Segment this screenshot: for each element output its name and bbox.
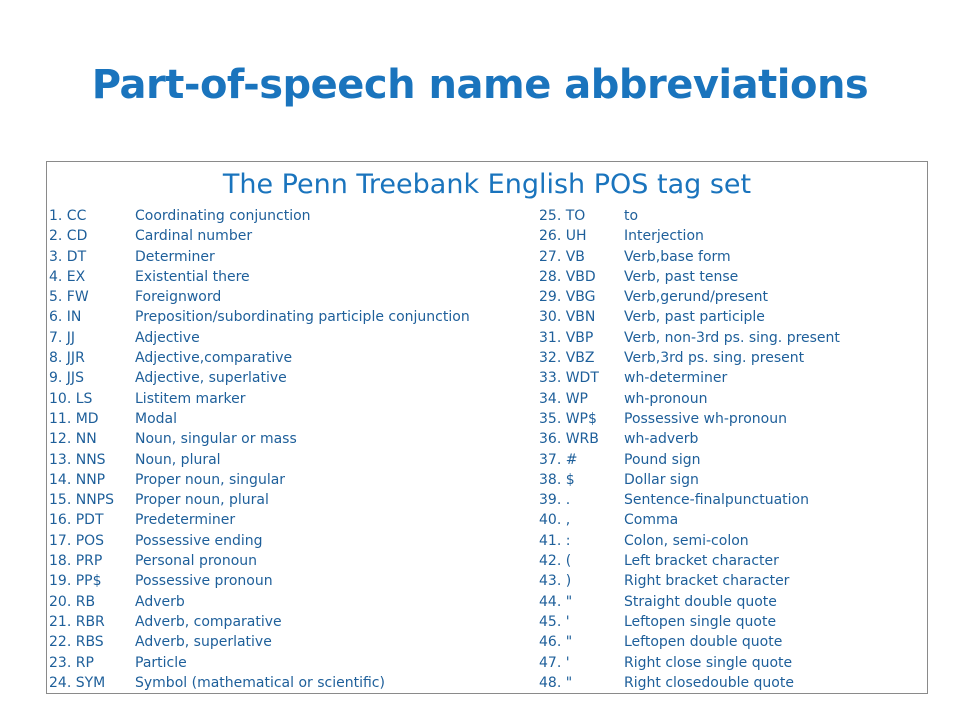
tag-cell: 34. WP xyxy=(539,390,588,407)
tag-cell: 16. PDT xyxy=(49,512,104,529)
tag-cell: 48. " xyxy=(539,674,573,691)
description-cell: Dollar sign xyxy=(624,471,699,488)
description-cell: Leftopen double quote xyxy=(624,634,783,651)
description-cell: Noun, singular or mass xyxy=(135,431,297,448)
description-cell: Adjective,comparative xyxy=(135,350,293,367)
slide-title: Part-of-speech name abbreviations xyxy=(91,62,869,108)
table-row xyxy=(49,510,925,530)
description-cell: Proper noun, plural xyxy=(135,492,269,509)
tag-cell: 18. PRP xyxy=(49,553,103,570)
description-cell: Straight double quote xyxy=(624,593,777,610)
tag-cell: 35. WP$ xyxy=(539,410,597,427)
tag-cell: 46. " xyxy=(539,634,573,651)
tag-cell: 1. CC xyxy=(49,208,87,224)
table-row xyxy=(49,531,925,551)
description-cell: wh-determiner xyxy=(624,370,728,387)
description-cell: Verb,base form xyxy=(624,248,731,265)
description-cell: Possessive wh-pronoun xyxy=(624,410,787,427)
table-row xyxy=(49,307,925,327)
table-row xyxy=(49,571,925,591)
description-cell: Verb, past tense xyxy=(624,268,739,285)
tag-cell: 17. POS xyxy=(49,532,105,549)
description-cell: Adjective xyxy=(135,329,200,346)
tag-cell: 39. . xyxy=(539,492,571,509)
table-row xyxy=(49,206,925,226)
table-row xyxy=(49,490,925,510)
table-row xyxy=(49,429,925,449)
description-cell: Possessive pronoun xyxy=(135,573,273,590)
table-rows xyxy=(49,206,925,693)
tag-cell: 10. LS xyxy=(49,390,93,407)
tag-cell: 25. TO xyxy=(539,208,586,224)
description-cell: Leftopen single quote xyxy=(624,613,777,630)
table-row xyxy=(49,592,925,612)
description-cell: to xyxy=(624,208,639,224)
description-cell: Adjective, superlative xyxy=(135,370,287,387)
description-cell: Sentence-finalpunctuation xyxy=(624,492,809,509)
tag-cell: 4. EX xyxy=(49,268,86,285)
table-caption: The Penn Treebank English POS tag set xyxy=(222,169,752,200)
tag-cell: 29. VBG xyxy=(539,289,596,306)
table-row xyxy=(49,348,925,368)
tag-cell: 11. MD xyxy=(49,410,99,427)
tag-cell: 3. DT xyxy=(49,248,87,265)
tag-cell: 15. NNPS xyxy=(49,492,114,509)
table-row xyxy=(49,226,925,246)
description-cell: Proper noun, singular xyxy=(135,471,286,488)
table-row xyxy=(49,247,925,267)
description-cell: Foreignword xyxy=(135,289,222,306)
tag-cell: 44. " xyxy=(539,593,573,610)
description-cell: wh-pronoun xyxy=(624,390,708,407)
tag-cell: 30. VBN xyxy=(539,309,596,326)
table-row xyxy=(49,632,925,652)
tag-cell: 32. VBZ xyxy=(539,350,595,367)
tag-cell: 42. ( xyxy=(539,553,572,570)
tag-cell: 2. CD xyxy=(49,228,88,245)
description-cell: Existential there xyxy=(135,268,250,285)
tag-cell: 41. : xyxy=(539,532,571,549)
pos-tag-table xyxy=(46,161,928,694)
tag-cell: 31. VBP xyxy=(539,329,594,346)
description-cell: Adverb, superlative xyxy=(135,634,272,651)
tag-cell: 40. , xyxy=(539,512,571,529)
tag-cell: 22. RBS xyxy=(49,634,104,651)
description-cell: Right closedouble quote xyxy=(624,674,794,691)
tag-cell: 9. JJS xyxy=(49,370,84,387)
description-cell: Preposition/subordinating participle conjunction xyxy=(135,309,470,326)
description-cell: Predeterminer xyxy=(135,512,236,529)
tag-cell: 5. FW xyxy=(49,289,89,306)
table-row xyxy=(49,328,925,348)
tag-cell: 21. RBR xyxy=(49,613,105,630)
description-cell: Pound sign xyxy=(624,451,701,468)
description-cell: Colon, semi-colon xyxy=(624,532,749,549)
table-row xyxy=(49,389,925,409)
tag-cell: 13. NNS xyxy=(49,451,106,468)
table-row xyxy=(49,287,925,307)
tag-cell: 37. # xyxy=(539,451,578,468)
table-row xyxy=(49,368,925,388)
description-cell: Coordinating conjunction xyxy=(135,208,311,224)
tag-cell: 19. PP$ xyxy=(49,573,102,590)
table-row xyxy=(49,267,925,287)
tag-cell: 36. WRB xyxy=(539,431,599,448)
table-row xyxy=(49,450,925,470)
description-cell: Particle xyxy=(135,654,187,671)
tag-cell: 7. JJ xyxy=(49,329,76,346)
description-cell: Interjection xyxy=(624,228,704,245)
description-cell: Comma xyxy=(624,512,679,529)
tag-cell: 43. ) xyxy=(539,573,572,590)
description-cell: Left bracket character xyxy=(624,553,779,570)
description-cell: Listitem marker xyxy=(135,390,246,407)
description-cell: Possessive ending xyxy=(135,532,263,549)
tag-cell: 24. SYM xyxy=(49,674,106,691)
tag-cell: 45. ' xyxy=(539,613,570,630)
table-row xyxy=(49,612,925,632)
description-cell: wh-adverb xyxy=(624,431,699,448)
tag-cell: 38. $ xyxy=(539,471,575,488)
description-cell: Verb,gerund/present xyxy=(624,289,769,306)
description-cell: Determiner xyxy=(135,248,215,265)
description-cell: Modal xyxy=(135,410,177,427)
table-row xyxy=(49,551,925,571)
tag-cell: 23. RP xyxy=(49,654,94,671)
description-cell: Personal pronoun xyxy=(135,553,258,570)
tag-cell: 28. VBD xyxy=(539,268,596,285)
table-row xyxy=(49,653,925,673)
tag-cell: 33. WDT xyxy=(539,370,599,387)
description-cell: Right close single quote xyxy=(624,654,793,671)
tag-cell: 8. JJR xyxy=(49,350,85,367)
table-row xyxy=(49,470,925,490)
tag-cell: 47. ' xyxy=(539,654,570,671)
table-row xyxy=(49,673,925,693)
description-cell: Verb, non-3rd ps. sing. present xyxy=(624,329,840,346)
description-cell: Symbol (mathematical or scientific) xyxy=(135,674,385,691)
description-cell: Right bracket character xyxy=(624,573,790,590)
description-cell: Adverb xyxy=(135,593,185,610)
tag-cell: 12. NN xyxy=(49,431,97,448)
tag-cell: 14. NNP xyxy=(49,471,106,488)
description-cell: Adverb, comparative xyxy=(135,613,282,630)
tag-cell: 27. VB xyxy=(539,248,585,265)
description-cell: Verb, past participle xyxy=(624,309,765,326)
table-row xyxy=(49,409,925,429)
description-cell: Verb,3rd ps. sing. present xyxy=(624,350,805,367)
description-cell: Cardinal number xyxy=(135,228,253,245)
tag-cell: 26. UH xyxy=(539,228,587,245)
tag-cell: 20. RB xyxy=(49,593,96,610)
tag-cell: 6. IN xyxy=(49,309,82,326)
description-cell: Noun, plural xyxy=(135,451,221,468)
